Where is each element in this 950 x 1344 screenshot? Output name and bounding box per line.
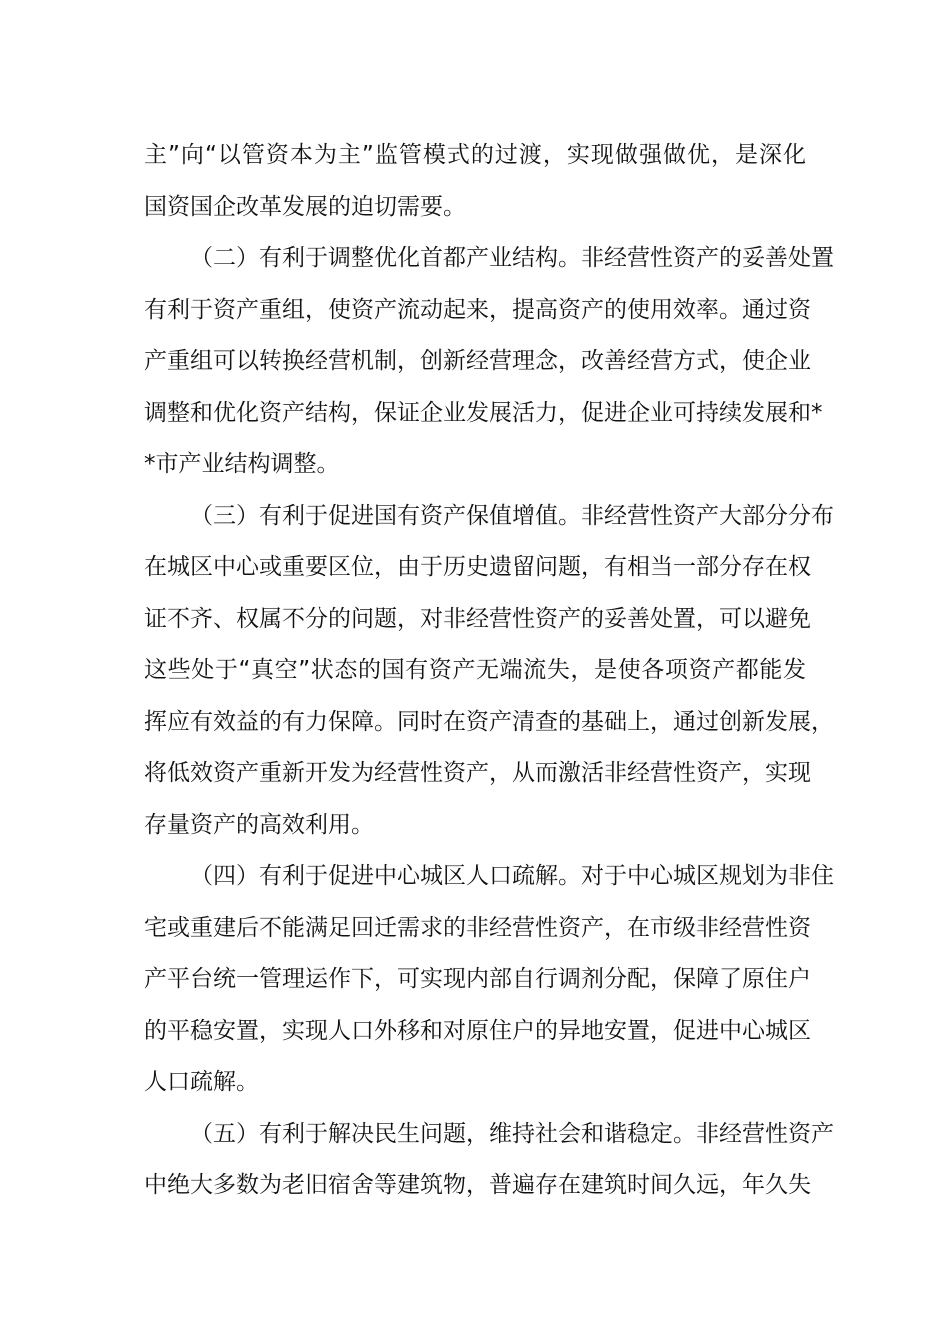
paragraph-line: 产平台统一管理运作下，可实现内部自行调剂分配，保障了原住户 [144,966,811,992]
document-body [144,130,834,1212]
paragraph-line: 有利于资产重组，使资产流动起来，提高资产的使用效率。通过资 [144,296,811,323]
paragraph-line: 在城区中心或重要区位，由于历史遗留问题，有相当一部分存在权 [144,554,811,580]
paragraph-line: 中绝大多数为老旧宿舍等建筑物，普遍存在建筑时间久远，年久失 [144,1172,811,1198]
paragraph-line: 国资国企改革发展的迫切需要。 [144,193,466,220]
paragraph-line: 调整和优化资产结构，保证企业发展活力，促进企业可持续发展和* [144,399,823,426]
paragraph-heading-line: （四）有利于促进中心城区人口疏解。对于中心城区规划为非住 [190,863,834,889]
paragraph-heading-line: （五）有利于解决民生问题，维持社会和谐稳定。非经营性资产 [190,1120,834,1147]
paragraph-line: 将低效资产重新开发为经营性资产，从而激活非经营性资产，实现 [144,760,811,786]
paragraph-line: 证不齐、权属不分的问题，对非经营性资产的妥善处置，可以避免 [144,605,811,632]
paragraph-line: 挥应有效益的有力保障。同时在资产清查的基础上，通过创新发展， [144,708,834,735]
paragraph-line: 产重组可以转换经营机制，创新经营理念，改善经营方式，使企业 [144,348,811,374]
paragraph-line: 的平稳安置，实现人口外移和对原住户的异地安置，促进中心城区 [144,1017,811,1044]
paragraph-heading-line: （二）有利于调整优化首都产业结构。非经营性资产的妥善处置 [190,245,834,271]
paragraph-line: 这些处于“真空”状态的国有资产无端流失，是使各项资产都能发 [144,657,806,683]
paragraph-line: 宅或重建后不能满足回迁需求的非经营性资产，在市级非经营性资 [144,914,811,941]
paragraph-line: *市产业结构调整。 [144,451,340,477]
paragraph-line: 主”向“以管资本为主”监管模式的过渡，实现做强做优，是深化 [144,142,806,168]
paragraph-line: 人口疏解。 [144,1069,259,1095]
paragraph-heading-line: （三）有利于促进国有资产保值增值。非经营性资产大部分分布 [190,502,834,529]
paragraph-line: 存量资产的高效利用。 [144,811,374,838]
